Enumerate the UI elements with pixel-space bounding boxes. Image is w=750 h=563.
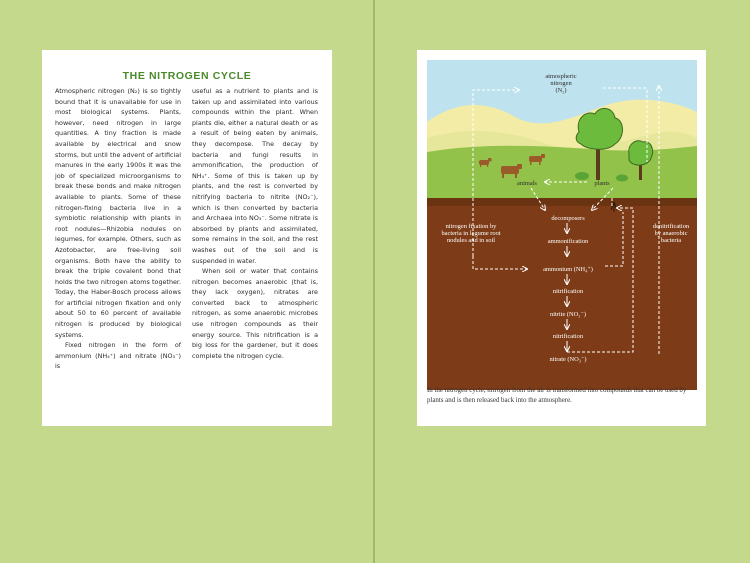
figure-caption: In the nitrogen cycle, nitrogen from the air is transformed into compounds that can be used by plants and is then released back into the atmosphere. (427, 387, 687, 404)
right-page (417, 50, 706, 426)
soil-top-band (427, 198, 697, 206)
paragraph: When soil or water that contains nitrogen becomes anaerobic (that is, they lack oxygen), nitrates are converted back to atmospheric nitrogen, as some anaerobic microbes use nitrogen compounds as their energy source. This nitrification is a big loss for the gardener, but it does complete the nitrogen cycle. (192, 267, 318, 360)
atmospheric-label: atmospheric (545, 73, 577, 80)
nitrogen-cycle-illustration (427, 60, 697, 427)
denitrification-label: bacteria (660, 237, 682, 244)
ammonification-label: ammonification (547, 238, 589, 245)
nitrification-label: nitrification (552, 333, 584, 340)
nitrification-label: nitrification (552, 288, 584, 295)
text-column-2 (192, 86, 318, 361)
plants-label: plants (594, 180, 610, 187)
left-page (42, 50, 332, 426)
fixation-label: nitrogen fixation by (445, 223, 497, 230)
nitrate-label: nitrate (NO₃⁻) (549, 356, 587, 363)
fixation-label: bacteria in legume root (441, 230, 501, 237)
fixation-label: nodules and in soil (446, 237, 496, 244)
paragraph: Fixed nitrogen in the form of ammonium (NH₄⁺) and nitrate (NO₃⁻) is (55, 341, 181, 371)
denitrification-label: by anaerobic (654, 230, 688, 237)
page-gutter (373, 0, 375, 563)
grass (427, 146, 697, 200)
paragraph: useful as a nutrient to plants and is taken up and assimilated into various compounds within the plant. When plants die, either a natural death or as a result of being eaten by animals, they decompose. The decay by bacteria and fungi results in ammonification, the production of NH₄⁺. Some of this is taken up by plants, and the rest is converted by nitrifying bacteria to nitrite (NO₂⁻), which is then converted by bacteria and Archaea into NO₃⁻. Some nitrate is absorbed by plants and assimilated, some remains in the soil, and the rest washes out of the soil and is suspended in water. (192, 87, 318, 265)
page-title: THE NITROGEN CYCLE (122, 70, 252, 82)
atmospheric-label: (N₂) (555, 87, 567, 94)
ammonium-label: ammonium (NH₄⁺) (543, 266, 593, 273)
animals-label: animals (517, 180, 537, 187)
atmospheric-label: nitrogen (550, 80, 572, 87)
paragraph: Atmospheric nitrogen (N₂) is so tightly bound that it is unavailable for use in most biological systems. Plants, however, need nitrogen in large quantities. A tiny fraction is made available by electrical and snow storms, but until the advent of artificial manures in the early 1900s it was the job of specialized microorganisms to break these bonds and make nitrogen available to plants. Some of these nitrogen-fixing bacteria live in a symbiotic relationship with plants in root nodules—Rhizobia nodules on legumes, for example. Others, such as Azotobacter, are free-living soil organisms. Both have the ability to break the triple covalent bond that holds the two nitrogen atoms together. Today, the Haber-Bosch process allows for artificial nitrogen fixation and only about 50 to 60 percent of available nitrogen is produced by biological systems. (55, 87, 181, 339)
nitrite-label: nitrite (NO₂⁻) (550, 311, 586, 318)
text-column-1 (55, 86, 181, 372)
decomposers-label: decomposers (551, 215, 585, 222)
denitrification-label: denitrification (652, 223, 690, 230)
